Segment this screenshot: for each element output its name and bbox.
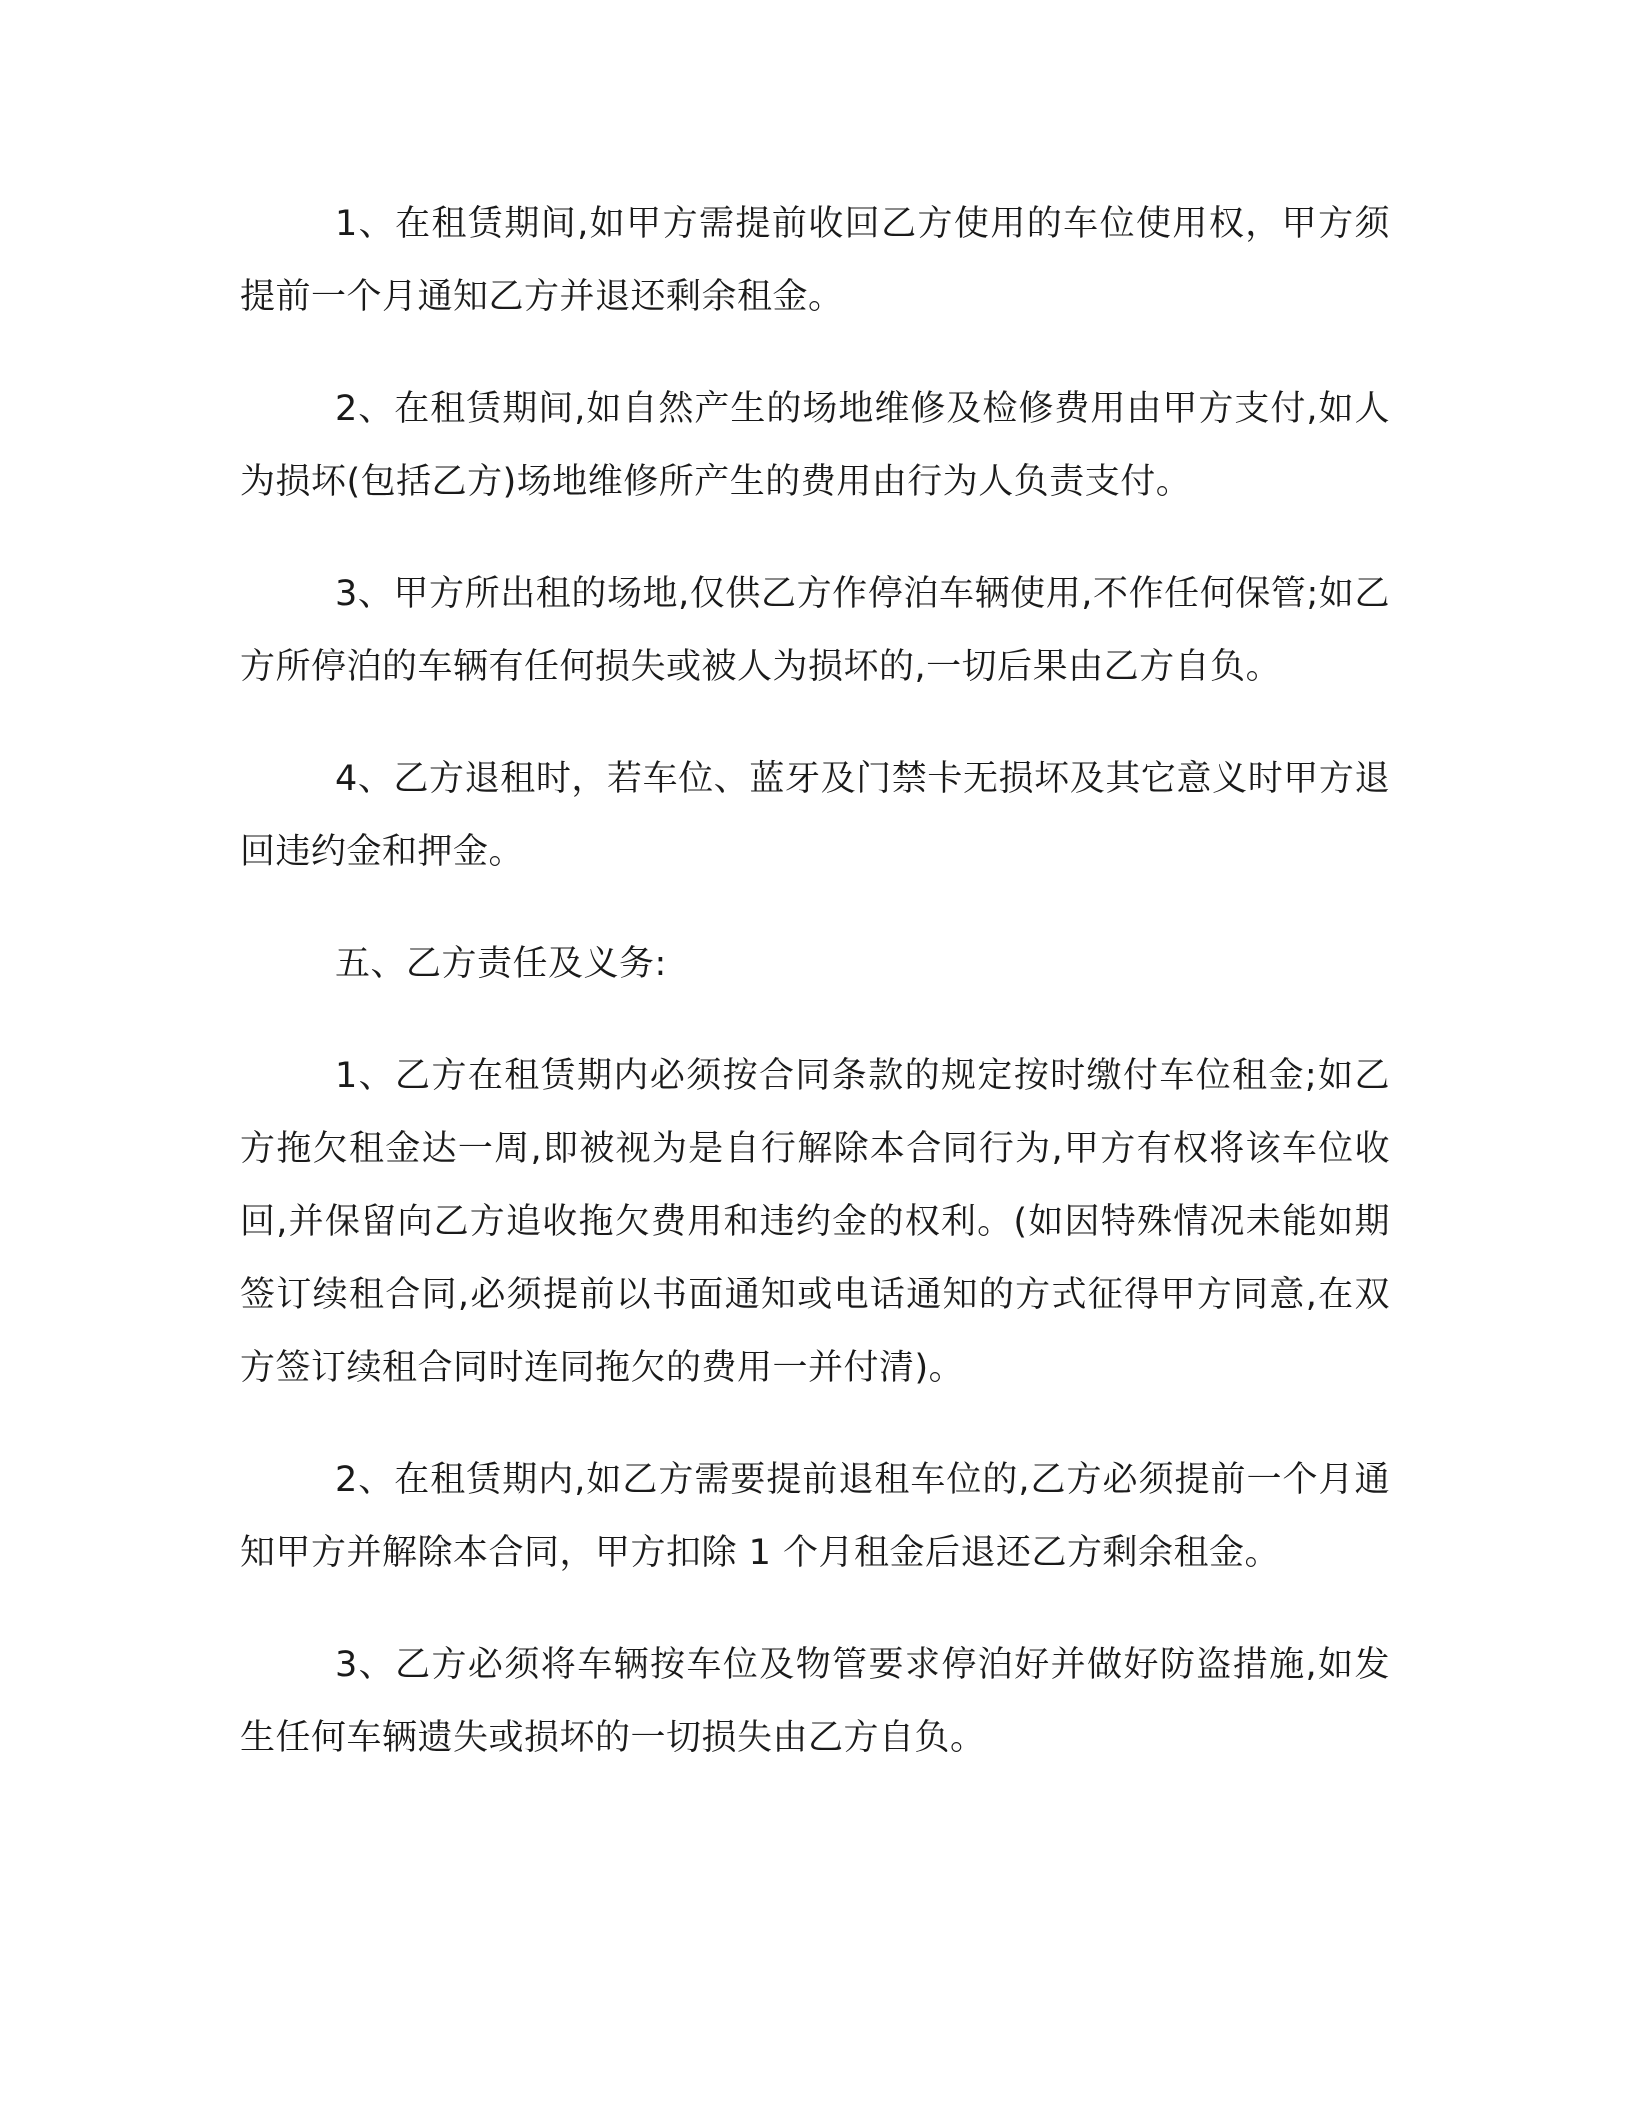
clause-paragraph: 1、在租赁期间,如甲方需提前收回乙方使用的车位使用权，甲方须提前一个月通知乙方并退还剩余租金。 [240, 204, 1390, 317]
section-heading: 五、乙方责任及义务: [335, 944, 667, 984]
clause-paragraph: 3、乙方必须将车辆按车位及物管要求停泊好并做好防盗措施,如发生任何车辆遗失或损坏的一切损失由乙方自负。 [240, 1645, 1390, 1758]
clause-paragraph: 4、乙方退租时，若车位、蓝牙及门禁卡无损坏及其它意义时甲方退回违约金和押金。 [240, 759, 1390, 872]
document-page [240, 188, 1390, 1814]
clause-paragraph: 2、在租赁期间,如自然产生的场地维修及检修费用由甲方支付,如人为损坏(包括乙方)场地维修所产生的费用由行为人负责支付。 [240, 389, 1390, 502]
clause-paragraph: 2、在租赁期内,如乙方需要提前退租车位的,乙方必须提前一个月通知甲方并解除本合同，甲方扣除 1 个月租金后退还乙方剩余租金。 [240, 1460, 1390, 1573]
clause-paragraph: 3、甲方所出租的场地,仅供乙方作停泊车辆使用,不作任何保管;如乙方所停泊的车辆有任何损失或被人为损坏的,一切后果由乙方自负。 [240, 574, 1390, 687]
clause-paragraph: 1、乙方在租赁期内必须按合同条款的规定按时缴付车位租金;如乙方拖欠租金达一周,即被视为是自行解除本合同行为,甲方有权将该车位收回,并保留向乙方追收拖欠费用和违约金的权利。(如因特殊情况未能如期签订续租合同,必须提前以书面通知或电话通知的方式征得甲方同意,在双方签订续租合同时连同拖欠的费用一并付清)。 [240, 1056, 1390, 1388]
